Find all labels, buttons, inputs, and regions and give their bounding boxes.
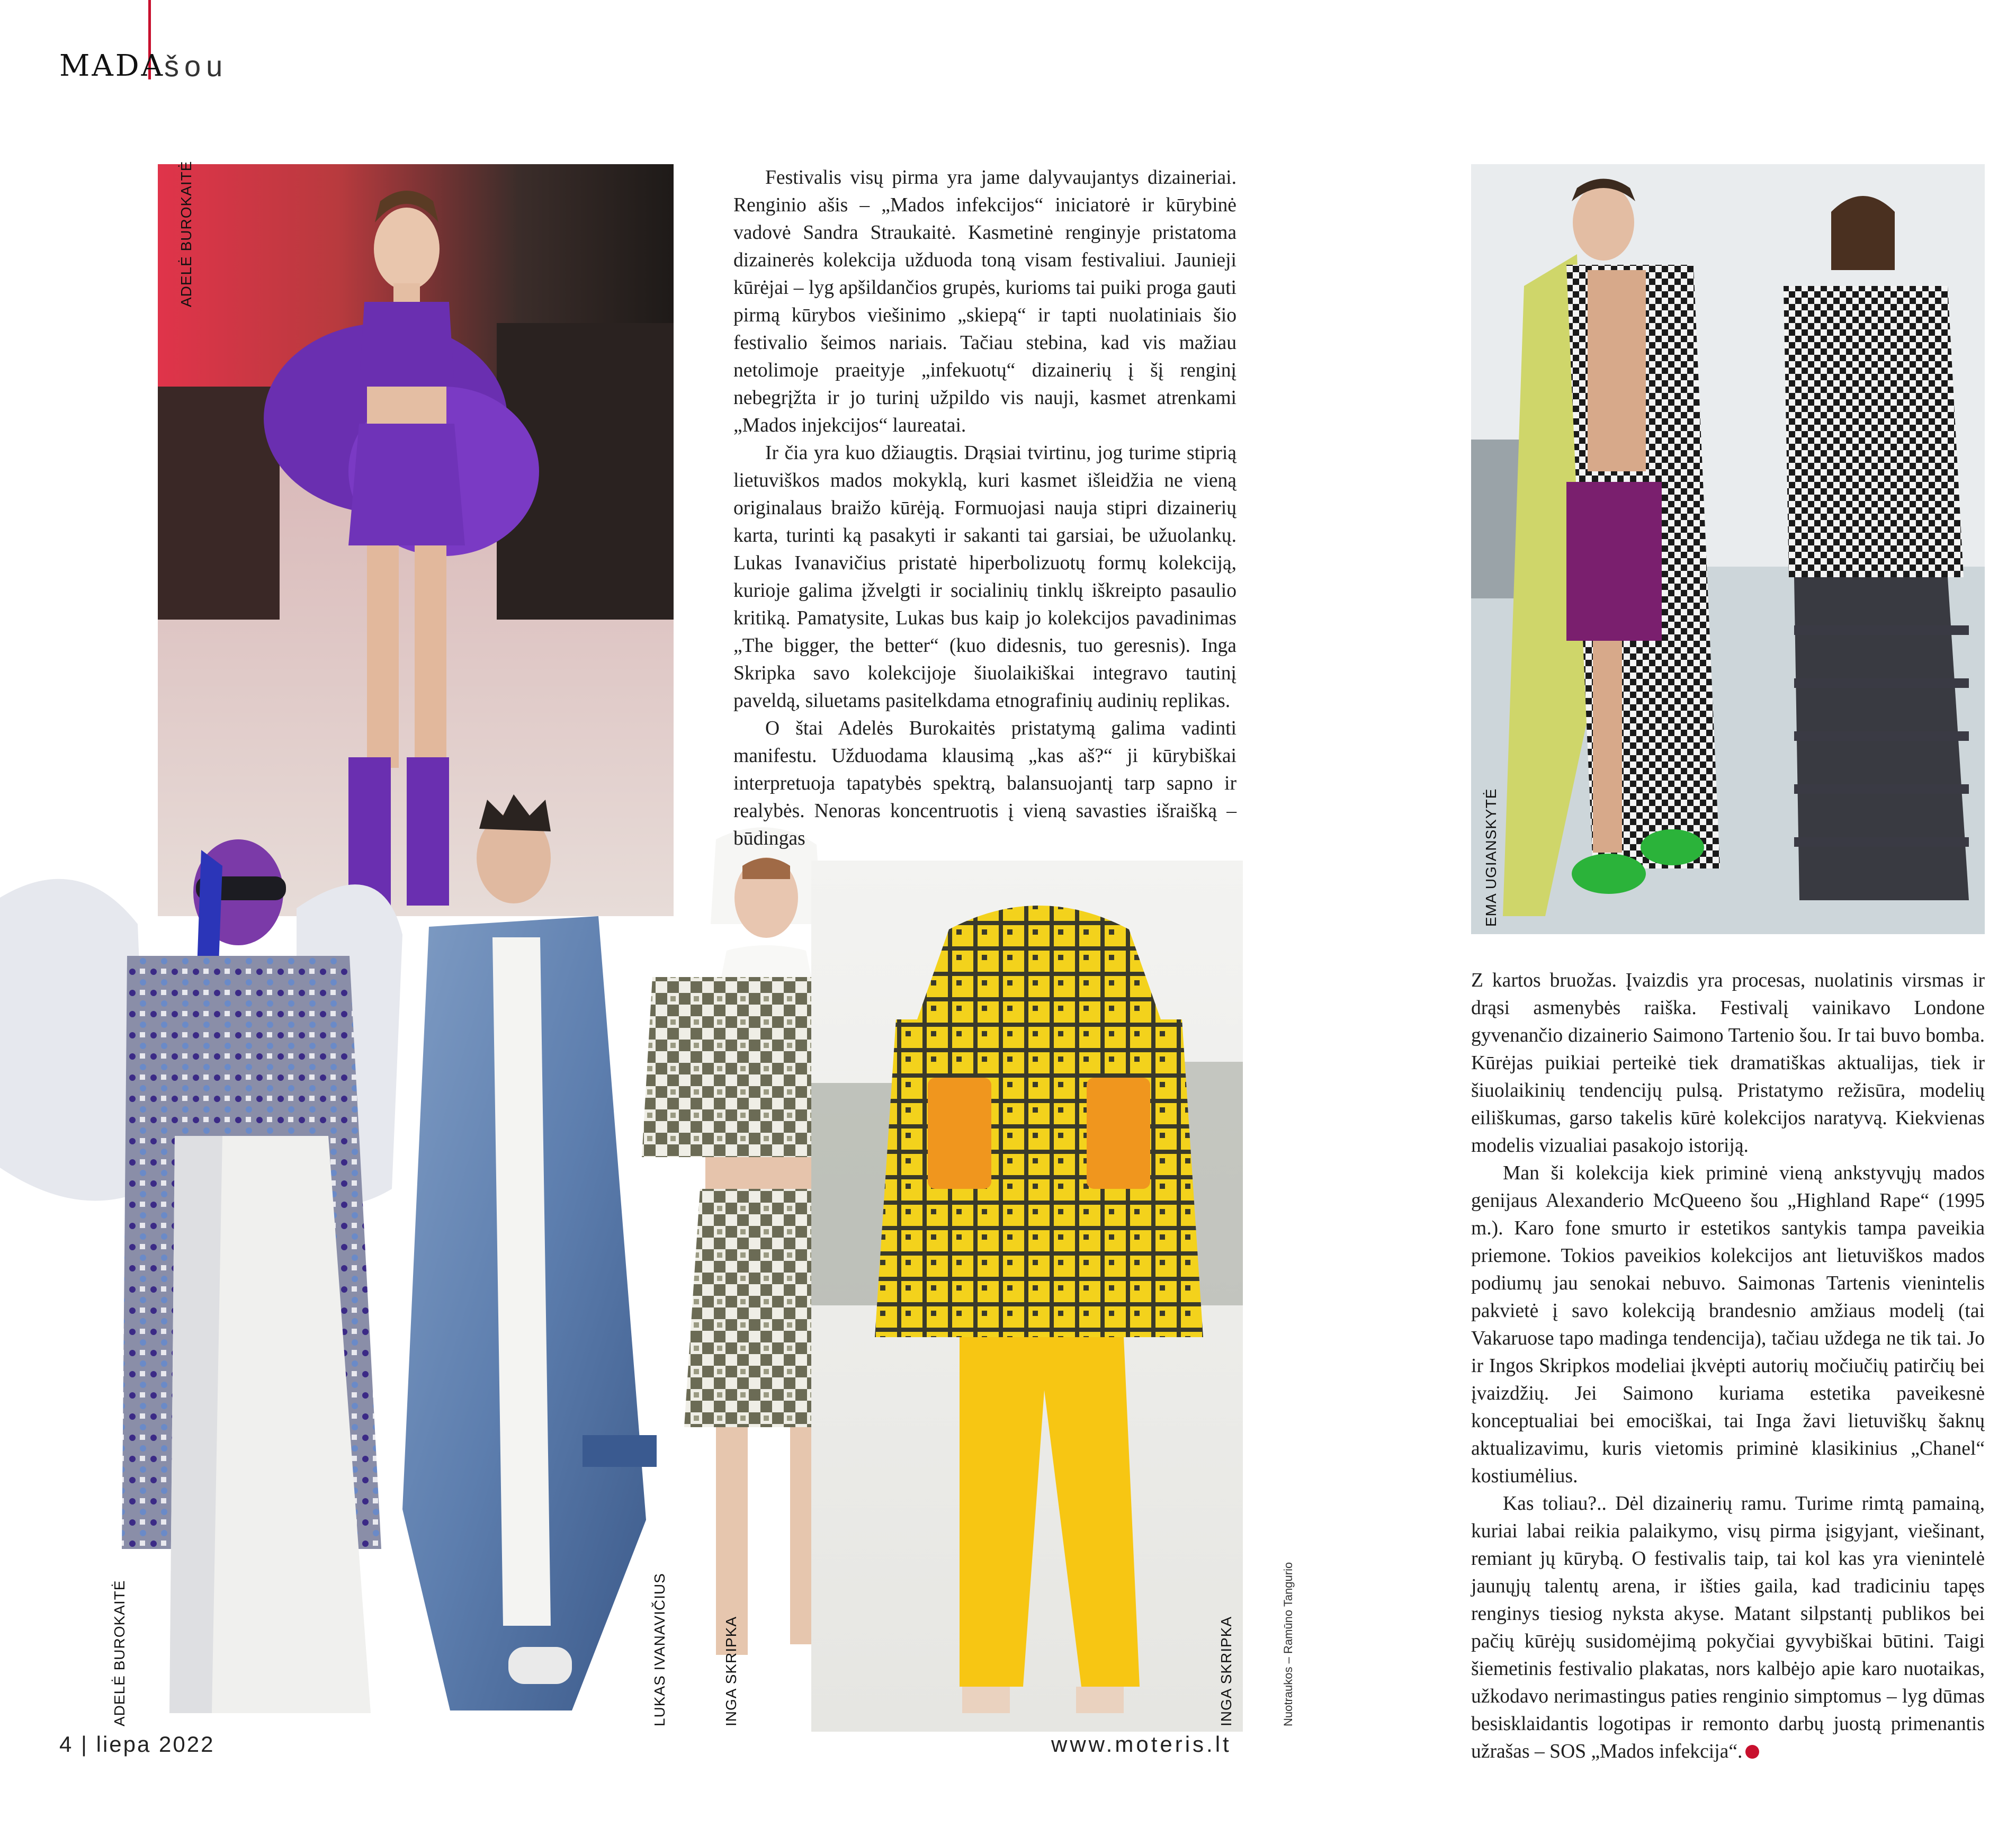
photo-credit-bottom-4: INGA SKRIPKA [1218,1616,1234,1726]
section-title: MADA [59,49,165,83]
photo-credit-top-right: EMA UGIANSKYTĖ [1483,788,1499,927]
end-mark-icon [1745,1745,1759,1759]
photo-credit-bottom-2: LUKAS IVANAVIČIUS [651,1573,668,1726]
paragraph [1471,1490,1985,1766]
photo-houndstooth-looks [1471,164,1985,934]
article-column-2 [1471,967,1985,1766]
paragraph-text: Kas toliau?.. Dėl dizainerių ramu. Turime rimtą pamainą, kuriai labai reikia palaikymo, visų pirma įsigyjant, viešinant, remiant jų kūrybą. O festivalis taip, tai kol kas yra vienintelė jaunųjų talentų arena, ir išties gaila, kad tradiciniu tapęs renginys tiesiog nyksta akyse. Matant silpstantį publikos bei pačių kūrėjų susidomėjimą pokyčiai gyvybiškai būtini. Taigi šiemetinis festivalio plakatas, nors kalbėjo apie karo nuotaikas, užkodavo nerimastingus paties renginio simptomus – lyg dūmas besisklaidantis logotipas ir remonto darbų juostą primenantis užrašas – SOS „Mados infekcija“. [1471,1493,1985,1762]
photo-credit-bottom-1: ADELĖ BUROKAITĖ [111,1580,128,1726]
photo-credit-top-left: ADELĖ BUROKAITĖ [178,160,194,307]
photo-credit-note: Nuotraukos – Ramūno Tangurio [1282,1562,1295,1726]
page-number: 4 | liepa 2022 [59,1732,215,1757]
paragraph: Festivalis visų pirma yra jame dalyvaujantys dizaineriai. Renginio ašis – „Mados infekcijos“ iniciatorė ir kūrybinė vadovė Sandra Straukaitė. Kasmetinė renginyje pristatoma dizainerės kolekcija užduoda toną visam festivaliui. Jaunieji kūrėjai – lyg apšildančios grupės, kurioms tai puiki proga gauti pirmą kūrybos viešinimo „skiepą“ ir tapti nuolatiniais šio festivalio šeimos nariais. Tačiau stebina, kad vis mažiau netolimoje praeityje „infekuotų“ dizainerių į šį renginį nebegrįžta ir jo turinį užpildo vis nauji, kasmet atrenkami „Mados injekcijos“ laureatai. [733,167,1237,436]
paragraph: O štai Adelės Burokaitės pristatymą galima vadinti manifestu. Užduodama klausimą „kas aš?“ ji kūrybiškai interpretuoja tapatybės spektrą, balansuojantį tarp sapno ir realybės. Nenoras koncentruotis į vieną savasties išraišką – būdingas [733,718,1237,849]
article-column-1 [733,164,1237,853]
photo-credit-bottom-3: INGA SKRIPKA [723,1616,739,1726]
photo-inga-yellow-look [811,861,1243,1732]
paragraph: Ir čia yra kuo džiaugtis. Drąsiai tvirtinu, jog turime stiprią lietuviškos mados mokyklą, kuri kasmet išleidžia ne vieną originalaus braižo kūrėją. Formuojasi nauja stipri dizainerių karta, turinti ką pasakyti ir sakanti tai garsiai, be užuolankų. Lukas Ivanavičius pristatė hiperbolizuotų formų kolekciją, kurioje galima įžvelgti ir socialinių tinklų iškreipto pasaulio kritiką. Pamatysite, Lukas bus kaip jo kolekcijos pavadinimas „The bigger, the better“ (kuo didesnis, tuo geresnis). Inga Skripka savo kolekcijoje šiuolaikiškai integravo tautinį paveldą, siluetams pasitelkdama etnografinių audinių replikas. [733,442,1237,712]
paragraph: Man ši kolekcija kiek priminė vieną ankstyvųjų mados genijaus Alexanderio McQueeno šou „Highland Rape“ (1995 m.). Karo fone smurto ir estetikos santykis tampa paveikia priemone. Tokios paveikios kolekcijos ant lietuviškos mados podiumų jau senokai nebuvo. Saimonas Tartenis vienintelis pakvietė į savo kolekciją brandesnio amžiaus modelį (tai Vakaruose tapo madinga tendencija), tačiau uždega ne tik tai. Jo ir Ingos Skripkos modeliai įkvėpti autorių močiučių patirčių bei įvaizdžių. Jei Saimono kuriama estetika paveikesnė konceptualiai bei emociškai, tai Inga žavi lietuviškų šaknų aktualizavimu, kuris vietomis priminė klasikinius „Chanel“ kostiumėlius. [1471,1162,1985,1487]
section-subtitle: šou [164,49,228,83]
photo-adele-look [0,818,402,1737]
footer-url: www.moteris.lt [1051,1732,1232,1757]
paragraph: Z kartos bruožas. Įvaizdis yra procesas, nuolatinis virsmas ir drąsi asmenybės raiška. Festivalį vainikavo Londone gyvenančio dizainerio Saimono Tartenio šou. Ir tai buvo bomba. Kūrėjas puikiai perteikė tiek dramatiškas aktualijas, tiek ir šiuolaikinių tendencijų pulsą. Pristatymo režisūra, modelių eiliškumas, garso takelis kūrė kolekcijos naratyvą. Kiekvienas modelis vizualiai pasakojo istoriją. [1471,970,1985,1157]
